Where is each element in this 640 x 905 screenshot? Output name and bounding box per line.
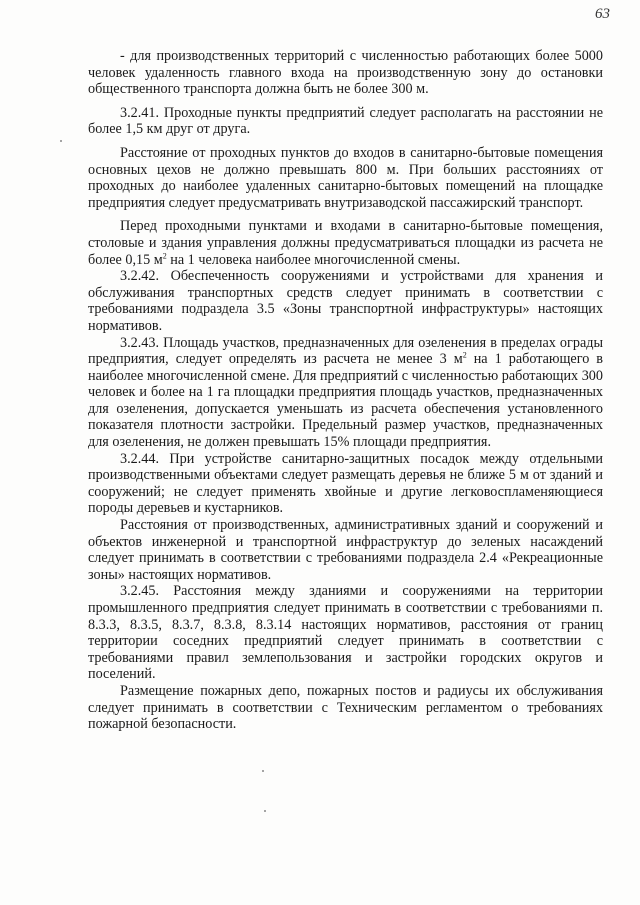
paragraph-checkpoint-distance: Расстояние от проходных пунктов до входов в санитарно-бытовые помещения основных цехов не должно превышать 800 м. При больших расстояниях от проходных до наиболее удаленных санитарно-бытовых помещений на площадке предприятия следует предусматривать внутризаводской пассажирский транспорт. bbox=[88, 144, 603, 211]
paragraph-3-2-41: 3.2.41. Проходные пункты предприятий следует располагать на расстоянии не более 1,5 км друг от друга. bbox=[88, 104, 603, 138]
paragraph-text: 3.2.43. Площадь участков, предназначенных для озеленения в пределах ограды предприятия, следует определять из расчета не менее 3 м bbox=[88, 334, 603, 368]
paragraph-checkpoint-areas bbox=[88, 218, 603, 268]
page-number: 63 bbox=[595, 6, 610, 22]
scan-speck bbox=[262, 770, 264, 772]
paragraph-3-2-44: 3.2.44. При устройстве санитарно-защитных посадок между отдельными производственными объектами следует размещать деревья не ближе 5 м от зданий и сооружений; не следует применять хвойные и другие легковоспламеняющиеся породы деревьев и кустарников. bbox=[88, 450, 603, 517]
superscript: 2 bbox=[162, 250, 167, 260]
superscript: 2 bbox=[462, 350, 467, 360]
scan-speck bbox=[264, 810, 266, 812]
body-text bbox=[88, 48, 603, 733]
paragraph-pedestrian-distance: - для производственных территорий с численностью работающих более 5000 человек удаленность главного входа на производственную зону до остановки общественного транспорта должна быть не более 300 м. bbox=[88, 48, 603, 98]
paragraph-fire-depots: Размещение пожарных депо, пожарных постов и радиусы их обслуживания следует принимать в соответствии с Техническим регламентом о требованиях пожарной безопасности. bbox=[88, 682, 603, 733]
paragraph-text: Перед проходными пунктами и входами в санитарно-бытовые помещения, столовые и здания управления должны предусматриваться площадки из расчета не более 0,15 м bbox=[88, 218, 603, 268]
scan-speck bbox=[60, 140, 62, 142]
paragraph-text: на 1 человека наиболее многочисленной смены. bbox=[166, 251, 461, 268]
paragraph-greenery-distance: Расстояния от производственных, административных зданий и сооружений и объектов инженерной и транспортной инфраструктур до зеленых насаждений следует принимать в соответствии с требованиями подраздела 2.4 «Рекреационные зоны» настоящих нормативов. bbox=[88, 517, 603, 583]
paragraph-3-2-43 bbox=[88, 335, 603, 451]
paragraph-3-2-42: 3.2.42. Обеспеченность сооружениями и устройствами для хранения и обслуживания транспортных средств следует принимать в соответствии с требованиями подраздела 3.5 «Зоны транспортной инфраструктуры» настоящих нормативов. bbox=[88, 268, 603, 334]
paragraph-text: на 1 работающего в наиболее многочисленной смене. Для предприятий с численностью работающих 300 человек и более на 1 га площадки предприятия площадь участков, предназначенных для озеленения, допускается уменьшать из расчета обеспечения установленного показателя плотности застройки. Предельный размер участков, предназначенных для озеленения, не должен превышать 15% площади предприятия. bbox=[88, 351, 603, 451]
paragraph-3-2-45: 3.2.45. Расстояния между зданиями и сооружениями на территории промышленного предприятия следует принимать в соответствии с требованиями п. 8.3.3, 8.3.5, 8.3.7, 8.3.8, 8.3.14 настоящих нормативов, расстояния от границ территории соседних предприятий следует принимать в соответствии с требованиями правил землепользования и застройки городских округов и поселений. bbox=[88, 583, 603, 683]
